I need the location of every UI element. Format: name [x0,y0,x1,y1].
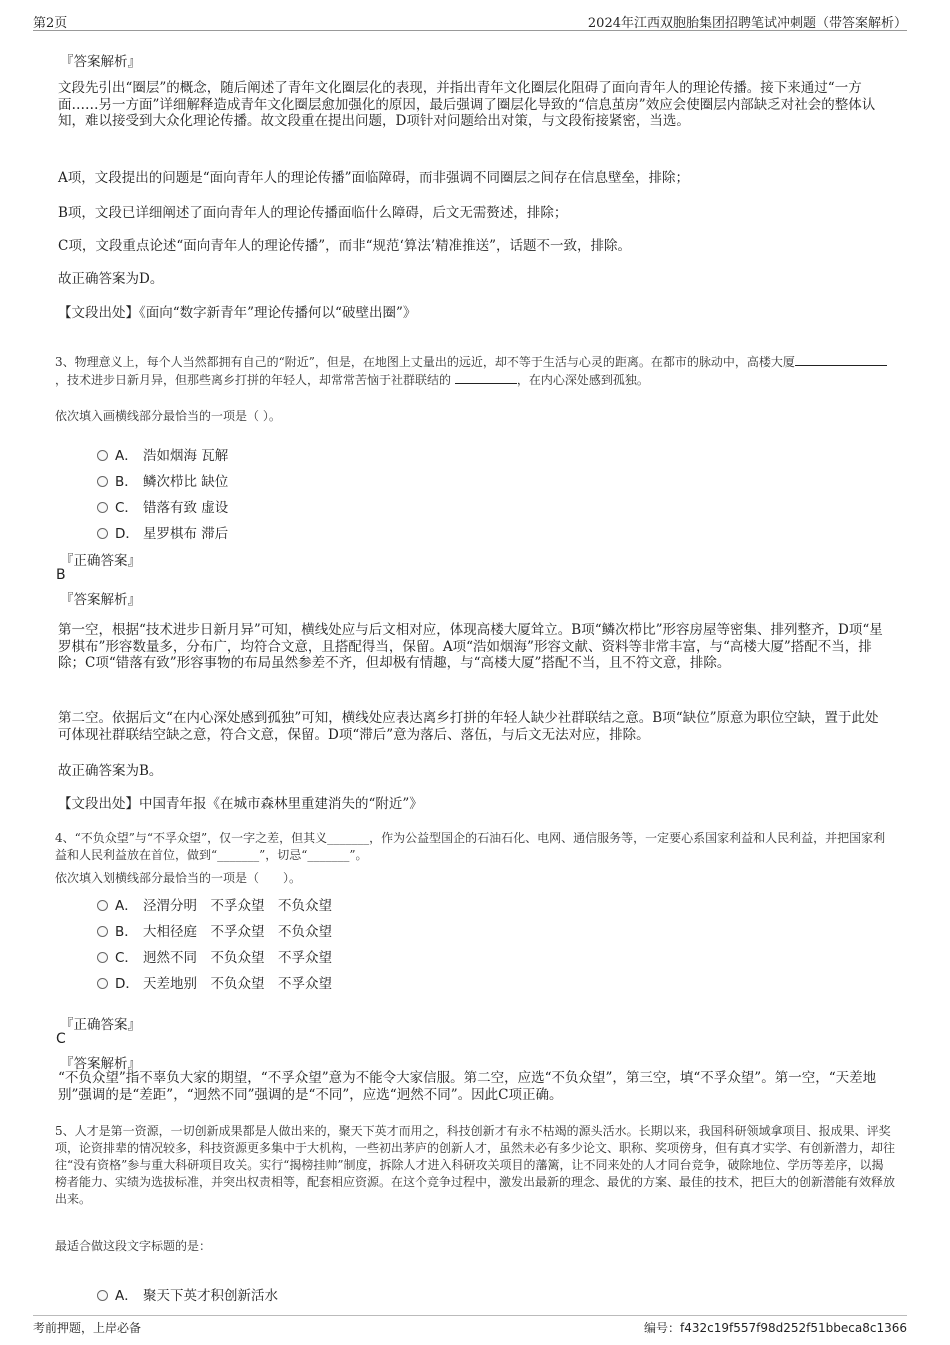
radio-icon[interactable] [97,952,108,963]
footer-slogan: 考前押题，上岸必备 [33,1321,142,1335]
q4-correct-answer: C [56,1031,66,1047]
blank-2 [455,371,517,384]
q4-stem: 4、“不负众望”与“不孚众望”，仅一字之差，但其义_______，作为公益型国企的石油石化、电网、通信服务等，一定要心系国家利益和人民利益，并把国家利益和人民利益放在首位，做到“_______”，切忌“_______”。 [55,831,886,862]
q4-option-d[interactable]: D． 天差地别 不负众望 不孚众望 [97,972,332,990]
q3-source: 【文段出处】中国青年报《在城市森林里重建消失的“附近”》 [58,796,423,812]
page-footer [33,1315,907,1338]
radio-icon[interactable] [97,450,108,461]
radio-icon[interactable] [97,926,108,937]
radio-icon[interactable] [97,1290,108,1301]
q4-correct-label: 『正确答案』 [60,1017,141,1033]
q2-analysis-p2: A项，文段提出的问题是“面向青年人的理论传播”面临障碍，而非强调不同圈层之间存在信息壁垒，排除； [58,170,690,186]
q3-analysis-p2: 第二空。依据后文“在内心深处感到孤独”可知，横线处应表达离乡打拼的年轻人缺少社群联结之意。B项“缺位”原意为职位空缺，置于此处可体现社群联结空缺之意，符合文意，保留。D项“滞后”意为落后、落伍，与后文无法对应，排除。 [58,710,879,743]
q5-prompt: 最适合做这段文字标题的是： [55,1239,212,1253]
q3-option-a[interactable]: A． 浩如烟海 瓦解 [97,444,228,462]
q5-stem: 5、人才是第一资源，一切创新成果都是人做出来的，聚天下英才而用之，科技创新才有永不枯竭的源头活水。长期以来，我国科研领域拿项目、报成果、评奖项，论资排辈的情况较多，科技资源更多集中于大机构，一些初出茅庐的创新人才，虽然未必有多少论文、职称、奖项傍身，但有真才实学、有创新潜力，却往往“没有资格”参与重大科研项目攻关。实行“揭榜挂帅”制度，拆除人才进入科研攻关项目的藩篱，让不同来处的人才同台竞争，破除地位、学历等差序，以揭榜者能力、实绩为选拔标准，并突出权责相等，配套相应资源。在这个竞争过程中，激发出最新的理念、最优的方案、最佳的技术，把巨大的创新潜能有效释放出来。 [55,1124,896,1206]
q3-option-d[interactable]: D． 星罗棋布 滞后 [97,522,228,540]
q3-stem: 3、物理意义上，每个人当然都拥有自己的“附近”，但是，在地图上丈量出的远近，却不等于生活与心灵的距离。在都市的脉动中，高楼大厦，技术进步日新月异，但那些离乡打拼的年轻人，却常常苦恼于社群联结的 ，在内心深处感到孤独。 [55,353,895,389]
q4-prompt: 依次填入划横线部分最恰当的一项是（ ）。 [55,871,302,885]
radio-icon[interactable] [97,900,108,911]
q5-option-a[interactable]: A． 聚天下英才积创新活水 [97,1284,278,1302]
q3-analysis-label: 『答案解析』 [60,592,141,608]
q2-source: 【文段出处】《面向“数字新青年”理论传播何以“破壁出圈”》 [58,305,417,321]
radio-icon[interactable] [97,528,108,539]
radio-icon[interactable] [97,978,108,989]
q3-correct-label: 『正确答案』 [60,553,141,569]
q3-option-c[interactable]: C． 错落有致 虚设 [97,496,228,514]
page-header [33,10,907,31]
q3-analysis-p1: 第一空，根据“技术进步日新月异”可知，横线处应与后文相对应，体现高楼大厦耸立。B项“鳞次栉比”形容房屋等密集、排列整齐，D项“星罗棋布”形容数量多，分布广，均符合文意，且搭配得当，保留。A项“浩如烟海”形容文献、资料等非常丰富，与“高楼大厦”搭配不当，排除；C项“错落有致”形容事物的布局虽然参差不齐，但却极有情趣，与“高楼大厦”搭配不当，且不符文意，排除。 [58,622,883,671]
q3-correct-answer: B [56,567,66,583]
q2-analysis-p5: 故正确答案为D。 [58,271,164,287]
radio-icon[interactable] [97,476,108,487]
document-title: 2024年江西双胞胎集团招聘笔试冲刺题（带答案解析） [587,16,907,31]
q3-prompt: 依次填入画横线部分最恰当的一项是（ ）。 [55,409,281,423]
q3-analysis-p3: 故正确答案为B。 [58,763,163,779]
q2-analysis-p1: 文段先引出“圈层”的概念，随后阐述了青年文化圈层化的表现，并指出青年文化圈层化阻碍了面向青年人的理论传播。接下来通过“一方面……另一方面”详细解释造成青年文化圈层愈加强化的原因，最后强调了圈层化导致的“信息茧房”效应会使圈层内部缺乏对社会的整体认知，难以接受到大众化理论传播。故文段重在提出问题，D项针对问题给出对策，与文段衔接紧密，当选。 [58,80,876,129]
q2-analysis-p3: B项，文段已详细阐述了面向青年人的理论传播面临什么障碍，后文无需赘述，排除； [58,205,568,221]
blank-1 [795,353,887,366]
q4-option-b[interactable]: B． 大相径庭 不孚众望 不负众望 [97,920,332,938]
radio-icon[interactable] [97,502,108,513]
q4-analysis-p1: “不负众望”指不辜负大家的期望，“不孚众望”意为不能令大家信服。第二空，应选“不负众望”，第三空，填“不孚众望”。第一空，“天差地别”强调的是“差距”，“迥然不同”强调的是“不同”，应选“迥然不同”。因此C项正确。 [58,1070,877,1103]
q4-option-a[interactable]: A． 泾渭分明 不孚众望 不负众望 [97,894,332,912]
q2-analysis-p4: C项，文段重点论述“面向青年人的理论传播”，而非“规范‘算法’精准推送”，话题不一致，排除。 [58,238,632,254]
page-number: 第2页 [33,16,68,31]
q3-option-b[interactable]: B． 鳞次栉比 缺位 [97,470,228,488]
q4-option-c[interactable]: C． 迥然不同 不负众望 不孚众望 [97,946,332,964]
q4-analysis-label: 『答案解析』 [60,1056,141,1072]
document-code: 编号：f432c19f557f98d252f51bbeca8c1366 [644,1321,907,1335]
q2-analysis-label: 『答案解析』 [60,54,141,70]
